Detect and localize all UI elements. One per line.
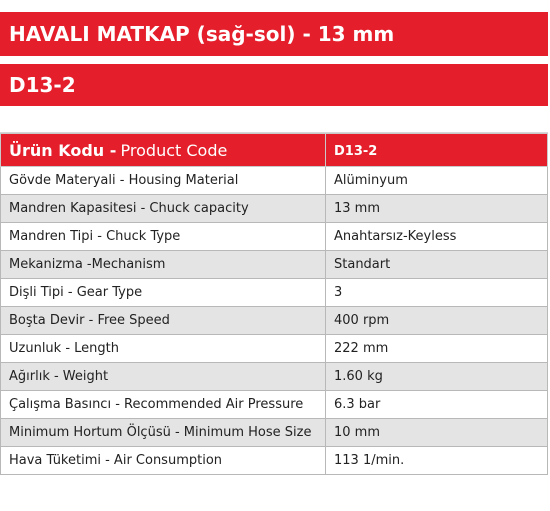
spec-label: Uzunluk - Length <box>1 335 326 363</box>
product-title-banner <box>0 12 548 56</box>
spec-value: Standart <box>326 251 548 279</box>
spec-value: 222 mm <box>326 335 548 363</box>
table-row <box>1 391 548 419</box>
spec-label: Mandren Tipi - Chuck Type <box>1 223 326 251</box>
spec-label: Çalışma Basıncı - Recommended Air Pressure <box>1 391 326 419</box>
spec-value: 1.60 kg <box>326 363 548 391</box>
spec-value: Alüminyum <box>326 167 548 195</box>
spec-label: Minimum Hortum Ölçüsü - Minimum Hose Size <box>1 419 326 447</box>
table-row <box>1 223 548 251</box>
table-row <box>1 335 548 363</box>
table-row <box>1 167 548 195</box>
spec-value: 400 rpm <box>326 307 548 335</box>
product-model-banner <box>0 64 548 106</box>
spec-value: 6.3 bar <box>326 391 548 419</box>
spec-label: Ağırlık - Weight <box>1 363 326 391</box>
spec-label: Mekanizma -Mechanism <box>1 251 326 279</box>
spec-value: 113 1/min. <box>326 447 548 475</box>
table-row <box>1 279 548 307</box>
spec-value: 10 mm <box>326 419 548 447</box>
spec-table <box>0 133 548 475</box>
spec-label: Dişli Tipi - Gear Type <box>1 279 326 307</box>
product-title: HAVALI MATKAP (sağ-sol) - 13 mm <box>9 22 395 46</box>
table-row <box>1 363 548 391</box>
header-label-bold: Ürün Kodu - <box>9 140 117 160</box>
spec-label: Mandren Kapasitesi - Chuck capacity <box>1 195 326 223</box>
table-row <box>1 251 548 279</box>
spec-label: Boşta Devir - Free Speed <box>1 307 326 335</box>
table-row <box>1 307 548 335</box>
spec-value: Anahtarsız-Keyless <box>326 223 548 251</box>
header-label-light: Product Code <box>120 140 228 160</box>
spec-label: Gövde Materyali - Housing Material <box>1 167 326 195</box>
table-row <box>1 419 548 447</box>
header-label-cell <box>1 134 326 167</box>
spec-rows <box>1 167 548 475</box>
product-model: D13-2 <box>9 73 76 97</box>
table-row <box>1 447 548 475</box>
spec-table-header <box>1 134 548 167</box>
spec-value: 13 mm <box>326 195 548 223</box>
table-row <box>1 195 548 223</box>
spec-label: Hava Tüketimi - Air Consumption <box>1 447 326 475</box>
header-value-cell: D13-2 <box>326 134 548 167</box>
spec-value: 3 <box>326 279 548 307</box>
